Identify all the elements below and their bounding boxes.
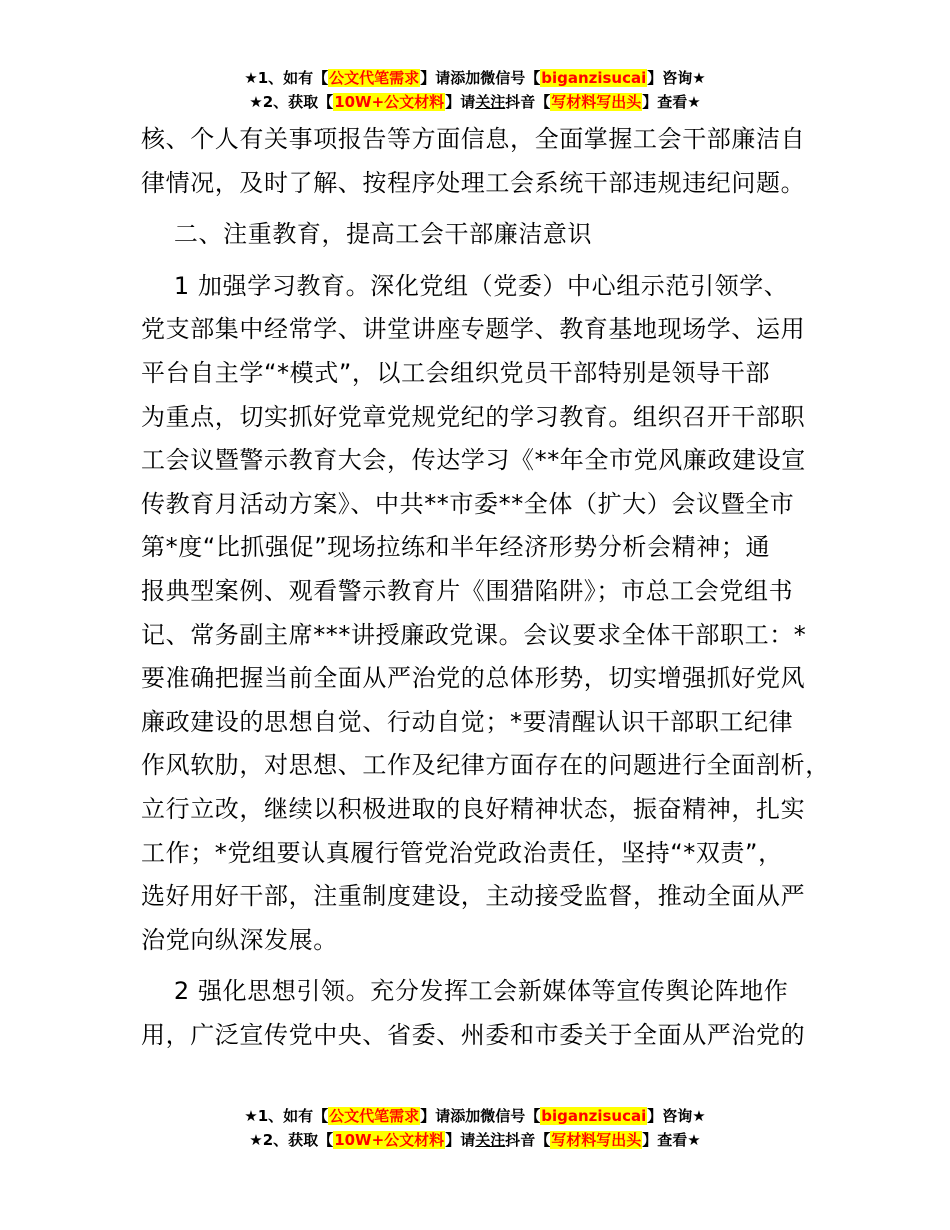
document-line: 工会议暨警示教育大会，传达学习《**年全市党风廉政建设宣 [141, 446, 806, 475]
document-line: 工作；*党组要认真履行管党治党政治责任，坚持“*双责”， [141, 838, 783, 867]
header-line2-highlight-materials: 10W+公文材料 [334, 93, 445, 111]
document-line: 立行立改，继续以积极进取的良好精神状态，振奋精神，扎实 [141, 794, 806, 823]
footer-line2-highlight-materials: 10W+公文材料 [334, 1131, 445, 1149]
footer-banner [0, 1104, 950, 1152]
footer-line1-highlight-wechat: biganzisucai [541, 1107, 647, 1125]
header-banner [0, 66, 950, 114]
header-line2-highlight-douyin: 写材料写出头 [551, 93, 642, 111]
footer-banner-line-1 [0, 1104, 950, 1128]
header-line2-suffix: 】查看★ [642, 93, 701, 111]
document-line: 核、个人有关事项报告等方面信息，全面掌握工会干部廉洁自 [141, 125, 806, 153]
footer-banner-line-2 [0, 1128, 950, 1152]
footer-line1-prefix: ★1、如有【 [244, 1107, 329, 1125]
header-line2-mid: 】请 [445, 93, 476, 111]
document-line: 为重点，切实抓好党章党规党纪的学习教育。组织召开干部职 [141, 402, 806, 431]
document-line: 用，广泛宣传党中央、省委、州委和市委关于全面从严治党的 [141, 1020, 806, 1049]
footer-line2-suffix: 】查看★ [642, 1131, 701, 1149]
footer-line2-prefix: ★2、获取【 [249, 1131, 334, 1149]
footer-line1-mid: 】请添加微信号【 [420, 1107, 541, 1125]
document-line: 报典型案例、观看警示教育片《围猎陷阱》；市总工会党组书 [141, 576, 794, 605]
header-line2-prefix: ★2、获取【 [249, 93, 334, 111]
footer-line1-suffix: 】咨询★ [647, 1107, 706, 1125]
header-line1-suffix: 】咨询★ [647, 69, 706, 87]
document-line: 记、常务副主席***讲授廉政党课。会议要求全体干部职工：* [141, 620, 807, 649]
document-line: 传教育月活动方案》、中共**市委**全体（扩大）会议暨全市 [141, 489, 795, 518]
document-line: 第*度“比抓强促”现场拉练和半年经济形势分析会精神；通 [141, 533, 771, 562]
document-line: 作风软肋，对思想、工作及纪律方面存在的问题进行全面剖析， [141, 751, 830, 780]
footer-line2-mid: 】请 [445, 1131, 476, 1149]
footer-line2-mid2: 抖音【 [505, 1131, 551, 1149]
header-line1-highlight-service: 公文代笔需求 [329, 69, 420, 87]
header-line2-mid2: 抖音【 [505, 93, 551, 111]
document-line: 选好用好干部，注重制度建设，主动接受监督，推动全面从严 [141, 882, 806, 911]
footer-line1-highlight-service: 公文代笔需求 [329, 1107, 420, 1125]
document-line: 1 加强学习教育。深化党组（党委）中心组示范引领学、 [141, 271, 789, 300]
document-body [141, 118, 841, 1057]
header-line1-mid: 】请添加微信号【 [420, 69, 541, 87]
header-line1-prefix: ★1、如有【 [244, 69, 329, 87]
header-line1-highlight-wechat: biganzisucai [541, 69, 647, 87]
document-line: 律情况，及时了解、按程序处理工会系统干部违规违纪问题。 [141, 168, 806, 197]
document-line: 平台自主学“*模式”，以工会组织党员干部特别是领导干部 [141, 358, 771, 387]
document-line: 要准确把握当前全面从严治党的总体形势，切实增强抓好党风 [141, 664, 806, 693]
header-banner-line-2 [0, 90, 950, 114]
document-line: 党支部集中经常学、讲堂讲座专题学、教育基地现场学、运用 [141, 315, 806, 344]
header-banner-line-1 [0, 66, 950, 90]
footer-line2-follow: 关注 [475, 1131, 506, 1149]
document-line: 廉政建设的思想自觉、行动自觉；*要清醒认识干部职工纪律 [141, 707, 794, 736]
header-line2-follow: 关注 [475, 93, 506, 111]
document-line: 治党向纵深发展。 [141, 925, 338, 954]
document-line: 2 强化思想引领。充分发挥工会新媒体等宣传舆论阵地作 [141, 977, 789, 1006]
footer-line2-highlight-douyin: 写材料写出头 [551, 1131, 642, 1149]
document-line: 二、注重教育，提高工会干部廉洁意识 [141, 220, 593, 249]
